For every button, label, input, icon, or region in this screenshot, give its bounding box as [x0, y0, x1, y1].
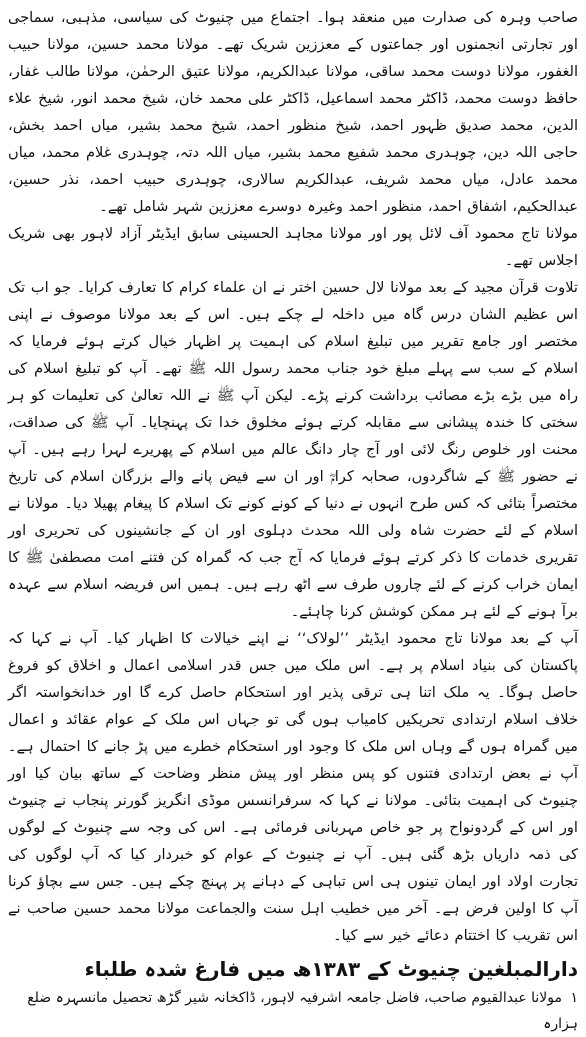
graduate-list-item — [8, 985, 578, 1037]
body-text — [8, 4, 578, 949]
section-heading: دارالمبلغین چنیوٹ کے ۱۳۸۳ھ میں فارغ شدہ طلباء — [84, 957, 578, 981]
list-item-number: ۱ — [570, 990, 578, 1006]
paragraph-attendees: صاحب وہرہ کی صدارت میں منعقد ہوا۔ اجتماع میں چنیوٹ کی سیاسی، مذہبی، سماجی اور تجارتی انجمنوں اور جماعتوں کے معززین شریک تھے۔ مولانا محمد حسین، مولانا حبیب الغفور، مولانا دوست محمد ساقی، مولانا عبدالکریم، مولانا عتیق الرحمٰن، مولانا طالب غفار، حافظ دوست محمد، ڈاکٹر محمد اسماعیل، ڈاکٹر علی محمد خان، شیخ محمد انور، شیخ علاء الدین، محمد صدیق ظہور احمد، شیخ منظور احمد، شیخ محمد بشیر، میاں احمد بخش، حاجی اللہ دین، چوہدری محمد شفیع محمد بشیر، میاں اللہ دتہ، چوہدری غلام محمد، میاں محمد عادل، میاں محمد شریف، عبدالکریم سالاری، چوہدری حبیب احمد، نذر حسین، عبدالحکیم، اشفاق احمد، منظور احمد وغیرہ دوسرے معززین شہر شامل تھے۔ — [8, 9, 578, 215]
paragraph-lal-hussain-speech: تلاوت قرآن مجید کے بعد مولانا لال حسین اختر نے ان علماء کرام کا تعارف کرایا۔ جو اب تک اس عظیم الشان درس گاہ میں داخلہ لے چکے ہیں۔ اس کے بعد مولانا موصوف نے اپنی مختصر اور جامع تقریر میں تبلیغ اسلام کی اہمیت پر اظہار خیال کرتے ہوئے فرمایا کہ اسلام کے سب سے پہلے مبلغ خود جناب محمد رسول اللہ ﷺ تھے۔ آپ کو تبلیغ اسلام کی راہ میں بڑے بڑے مصائب برداشت کرنے پڑے۔ لیکن آپ ﷺ نے اللہ تعالیٰ کی تعلیمات کو ہر سختی کا خندہ پیشانی سے مقابلہ کرتے ہوئے مخلوق خدا تک پہنچایا۔ آپ ﷺ کی صداقت، محنت اور خلوص رنگ لائی اور آج چار دانگ عالم میں اسلام کے پھریرے لہرا رہے ہیں۔ آپ نے حضور ﷺ کے شاگردوں، صحابہ کرامؓ اور ان سے فیض پانے والے بزرگان اسلام کی تاریخ مختصراً بتائی کہ کس طرح انہوں نے دنیا کے کونے کونے تک اسلام کا پیغام پھیلا دیا۔ مولانا نے اسلام کے لئے حضرت شاہ ولی اللہ محدث دہلوی اور ان کے جانشینوں کی تحریری اور تقریری خدمات کا ذکر کرتے ہوئے فرمایا کہ آج جب کہ گمراہ کن فتنے امت مصطفیٰ ﷺ کا ایمان خراب کرنے کے لئے چاروں طرف سے اٹھ رہے ہیں۔ ہمیں اس فریضہ اسلام سے عہدہ برآ ہونے کے لئے ہر ممکن کوشش کرنا چاہئے۔ — [8, 279, 578, 620]
paragraph-guests: مولانا تاج محمود آف لائل پور اور مولانا مجاہد الحسینی سابق ایڈیٹر آزاد لاہور بھی شریک اجلاس تھے۔ — [8, 225, 578, 269]
list-item-text: مولانا عبدالقیوم صاحب، فاضل جامعہ اشرفیہ لاہور، ڈاکخانہ شیر گڑھ تحصیل مانسہرہ ضلع ہزارہ — [27, 990, 578, 1032]
paragraph-taj-mahmood-speech: آپ کے بعد مولانا تاج محمود ایڈیٹر ’’لولاک‘‘ نے اپنے خیالات کا اظہار کیا۔ آپ نے کہا کہ پاکستان کی بنیاد اسلام پر ہے۔ اس ملک میں جس قدر اسلامی اعمال و اخلاق کو فروغ حاصل ہوگا۔ یہ ملک اتنا ہی ترقی پذیر اور استحکام حاصل کرے گا اور خدانخواستہ اگر خلاف اسلام ارتدادی تحریکیں کامیاب ہوں گی تو جہاں اس ملک کے عوام عقائد و اعمال میں گمراہ ہوں گے وہاں اس ملک کا وجود اور استحکام خطرے میں پڑ جانے کا احتمال ہے۔ آپ نے بعض ارتدادی فتنوں کو پس منظر اور پیش منظر وضاحت کے ساتھ بیان کیا اور چنیوٹ کی اہمیت بتائی۔ مولانا نے کہا کہ سرفرانسس موڈی انگریز گورنر پنجاب نے چنیوٹ اور اس کے گردونواح پر جو خاص مہربانی فرمائی ہے۔ اس کی وجہ سے چنیوٹ کے لوگوں کی ذمہ داریاں بڑھ گئی ہیں۔ آپ نے چنیوٹ کے عوام کو خبردار کیا کہ آپ لوگوں کی تجارت اولاد اور ایمان تینوں ہی اس تباہی کے دہانے پر پہنچ چکے ہیں۔ جس سے بچاؤ کرنا آپ کا اولین فرض ہے۔ آخر میں خطیب اہل سنت والجماعت مولانا محمد حسین صاحب نے اس تقریب کا اختتام دعائے خیر سے کیا۔ — [8, 630, 578, 944]
